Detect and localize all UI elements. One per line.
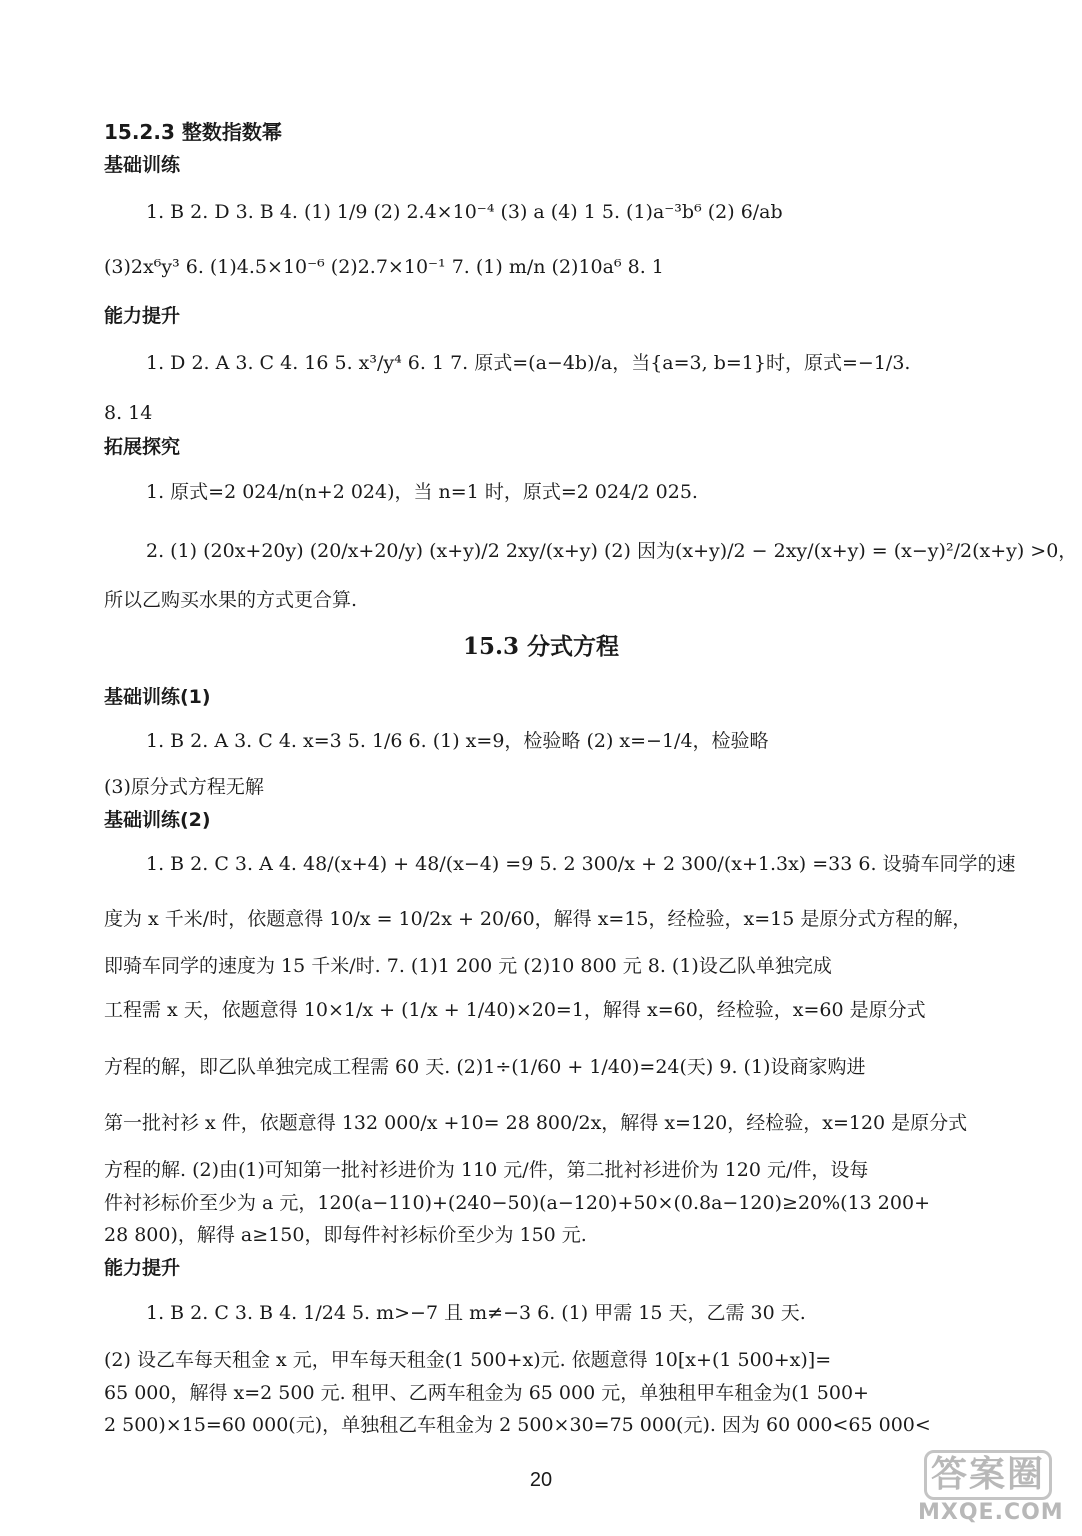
answer-line: 工程需 x 天，依题意得 10×1/x + (1/x + 1/40)×20=1，解得 x=60，经检验，x=60 是原分式: [104, 999, 926, 1021]
subheading-jichu: 基础训练: [104, 154, 181, 176]
answer-line: 8. 14: [104, 402, 153, 424]
answer-line: (2) 设乙车每天租金 x 元，甲车每天租金(1 500+x)元. 依题意得 10[x+(1 500+x)]=: [104, 1349, 832, 1371]
answer-line: 第一批衬衫 x 件，依题意得 132 000/x +10= 28 800/2x，解得 x=120，经检验，x=120 是原分式: [104, 1112, 968, 1134]
answer-line: (3)2x⁶y³ 6. (1)4.5×10⁻⁶ (2)2.7×10⁻¹ 7. (1) m/n (2)10a⁶ 8. 1: [104, 256, 664, 278]
section-title-15-2-3: 15.2.3 整数指数幂: [104, 120, 282, 144]
answer-line: 方程的解. (2)由(1)可知第一批衬衫进价为 110 元/件，第二批衬衫进价为 120 元/件，设每: [104, 1159, 869, 1181]
answer-line: 1. B 2. C 3. B 4. 1/24 5. m>−7 且 m≠−3 6. (1) 甲需 15 天，乙需 30 天.: [146, 1302, 806, 1324]
answer-line: 1. B 2. D 3. B 4. (1) 1/9 (2) 2.4×10⁻⁴ (3) a (4) 1 5. (1)a⁻³b⁶ (2) 6/ab: [146, 201, 783, 223]
subheading-jichu-2: 基础训练(2): [104, 809, 211, 831]
answer-line: 1. B 2. C 3. A 4. 48/(x+4) + 48/(x−4) =9 5. 2 300/x + 2 300/(x+1.3x) =33 6. 设骑车同学的速: [146, 853, 1016, 875]
watermark-site-text: MXQE.COM: [918, 1500, 1064, 1525]
section-title-15-3: 15.3 分式方程: [462, 633, 620, 660]
page-number: 20: [529, 1469, 553, 1491]
watermark-logo: [900, 1450, 1075, 1530]
answer-line: 所以乙购买水果的方式更合算.: [104, 589, 358, 611]
watermark-logo-mark: 答案圈: [924, 1450, 1052, 1500]
subheading-tuozhan: 拓展探究: [104, 436, 181, 458]
answer-line: 65 000，解得 x=2 500 元. 租甲、乙两车租金为 65 000 元，单独租甲车租金为(1 500+: [104, 1382, 869, 1404]
subheading-nengli-2: 能力提升: [104, 1257, 181, 1279]
subheading-jichu-1: 基础训练(1): [104, 686, 211, 708]
subheading-nengli: 能力提升: [104, 305, 181, 327]
answer-line: (3)原分式方程无解: [104, 776, 264, 798]
answer-line: 方程的解，即乙队单独完成工程需 60 天. (2)1÷(1/60 + 1/40)=24(天) 9. (1)设商家购进: [104, 1056, 866, 1078]
answer-line: 1. D 2. A 3. C 4. 16 5. x³/y⁴ 6. 1 7. 原式=(a−4b)/a，当{a=3, b=1}时，原式=−1/3.: [146, 352, 911, 374]
answer-line: 2 500)×15=60 000(元)，单独租乙车租金为 2 500×30=75 000(元). 因为 60 000<65 000<: [104, 1414, 931, 1436]
answer-line: 度为 x 千米/时，依题意得 10/x = 10/2x + 20/60，解得 x=15，经检验，x=15 是原分式方程的解，: [104, 908, 972, 930]
answer-line: 即骑车同学的速度为 15 千米/时. 7. (1)1 200 元 (2)10 800 元 8. (1)设乙队单独完成: [104, 955, 832, 977]
answer-line: 2. (1) (20x+20y) (20/x+20/y) (x+y)/2 2xy/(x+y) (2) 因为(x+y)/2 − 2xy/(x+y) = (x−y)²/2(x+y) >0，: [146, 540, 1078, 562]
answer-line: 1. B 2. A 3. C 4. x=3 5. 1/6 6. (1) x=9，检验略 (2) x=−1/4，检验略: [146, 730, 769, 752]
answer-line: 件衬衫标价至少为 a 元，120(a−110)+(240−50)(a−120)+50×(0.8a−120)≥20%(13 200+: [104, 1192, 930, 1214]
answer-line: 1. 原式=2 024/n(n+2 024)，当 n=1 时，原式=2 024/2 025.: [146, 481, 698, 503]
answer-line: 28 800)，解得 a≥150，即每件衬衫标价至少为 150 元.: [104, 1224, 587, 1246]
